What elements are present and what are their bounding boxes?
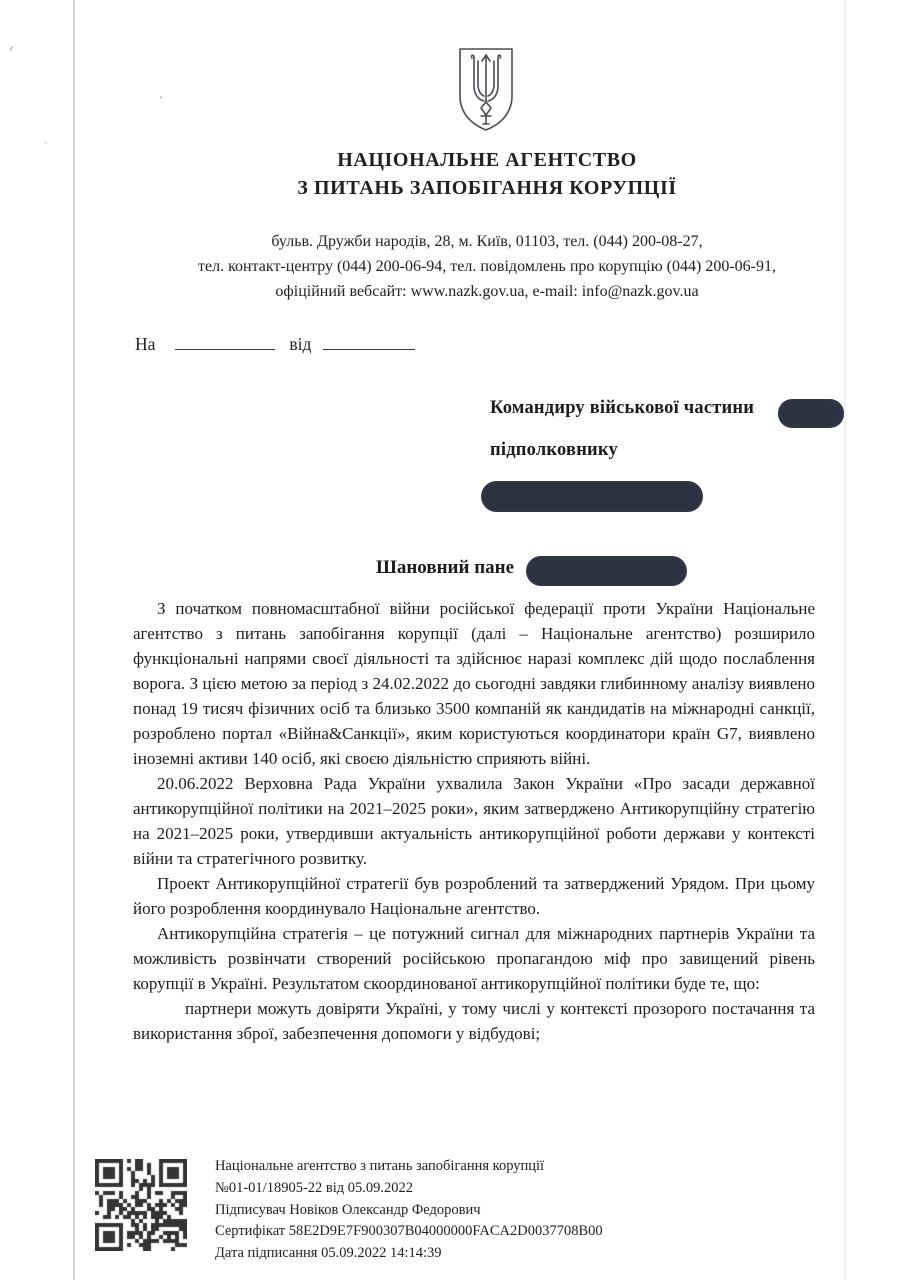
- address-line2: тел. контакт-центру (044) 200-06-94, тел. повідомлень про корупцію (044) 200-06-91,: [198, 258, 776, 275]
- reference-line: [135, 334, 415, 355]
- reference-date-blank: [323, 335, 415, 350]
- scan-edge-line-left: [73, 0, 75, 1280]
- scan-speck: [9, 46, 13, 51]
- organization-title-line2: З ПИТАНЬ ЗАПОБІГАННЯ КОРУПЦІЇ: [297, 177, 677, 199]
- scan-speck: [44, 142, 47, 144]
- qr-code: [95, 1159, 187, 1251]
- body-paragraph: 20.06.2022 Верховна Рада України ухвалила Закон України «Про засади державної антикорупційної політики на 2021–2025 роки», яким затверджено Антикорупційну стратегію на 2021–2025 роки, утвердивши актуальність антикорупційної роботи держави у контексті війни та стратегічного розвитку.: [133, 774, 815, 868]
- salutation: Шановний пане: [376, 557, 515, 578]
- address-line1: бульв. Дружби народів, 28, м. Київ, 01103, тел. (044) 200-08-27,: [271, 233, 703, 250]
- redacted-person-name: [481, 481, 703, 512]
- reference-vid-label: від: [289, 334, 312, 354]
- organization-address: [60, 229, 904, 304]
- body-paragraph: Проект Антикорупційної стратегії був розроблений та затверджений Урядом. При цьому його розроблення координувало Національне агентство.: [133, 874, 815, 918]
- reference-number-blank: [175, 335, 275, 350]
- stamp-certificate-line: Сертифікат 58E2D9E7F900307B04000000FACA2D0037708B00: [215, 1223, 603, 1240]
- reference-na-label: На: [135, 334, 156, 354]
- stamp-date-line: Дата підписання 05.09.2022 14:14:39: [215, 1245, 442, 1262]
- scan-speck: [160, 96, 162, 99]
- signature-stamp-text: [215, 1156, 775, 1265]
- body-paragraph: партнери можуть довіряти Україні, у тому числі у контексті прозорого постачання та використання зброї, забезпечення допомоги у відбудові;: [133, 999, 815, 1043]
- addressee-line2: підполковнику: [490, 440, 618, 460]
- redacted-addressee-name: [526, 556, 687, 586]
- stamp-org-line: Національне агентство з питань запобігання корупції: [215, 1158, 545, 1174]
- address-line3: офіційний вебсайт: www.nazk.gov.ua, e-mail: info@nazk.gov.ua: [275, 283, 699, 300]
- stamp-signer-line: Підписувач Новіков Олександр Федорович: [215, 1201, 481, 1218]
- body-paragraph: З початком повномасштабної війни російської федерації проти України Національне агентство з питань запобігання корупції (далі – Національне агентство) розширило функціональні напрями своєї діяльності та здійснює наразі комплекс дій щодо послаблення ворога. З цією метою за період з 24.02.2022 до сьогодні завдяки глибинному аналізу виявлено понад 19 тисяч фізичних осіб та близько 3500 компаній як кандидатів на міжнародні санкції, розроблено портал «Війна&Санкції», яким користуються координатори країн G7, виявлено іноземні активи 140 осіб, які своєю діяльністю сприяють війні.: [133, 599, 815, 768]
- stamp-number-line: №01-01/18905-22 від 05.09.2022: [215, 1179, 414, 1196]
- letter-body: [133, 596, 815, 1046]
- body-paragraph: Антикорупційна стратегія – це потужний сигнал для міжнародних партнерів України та можливість розвінчати створений російською пропагандою міф про завищений рівень корупції в Україні. Результатом скоординованої антикорупційної політики буде те, що:: [133, 924, 815, 993]
- redacted-unit-number: [778, 399, 844, 428]
- organization-title: [100, 146, 874, 202]
- ukraine-trident-emblem: [455, 45, 517, 135]
- addressee-line1: Командиру військової частини: [490, 398, 755, 418]
- organization-title-line1: НАЦІОНАЛЬНЕ АГЕНТСТВО: [337, 149, 637, 171]
